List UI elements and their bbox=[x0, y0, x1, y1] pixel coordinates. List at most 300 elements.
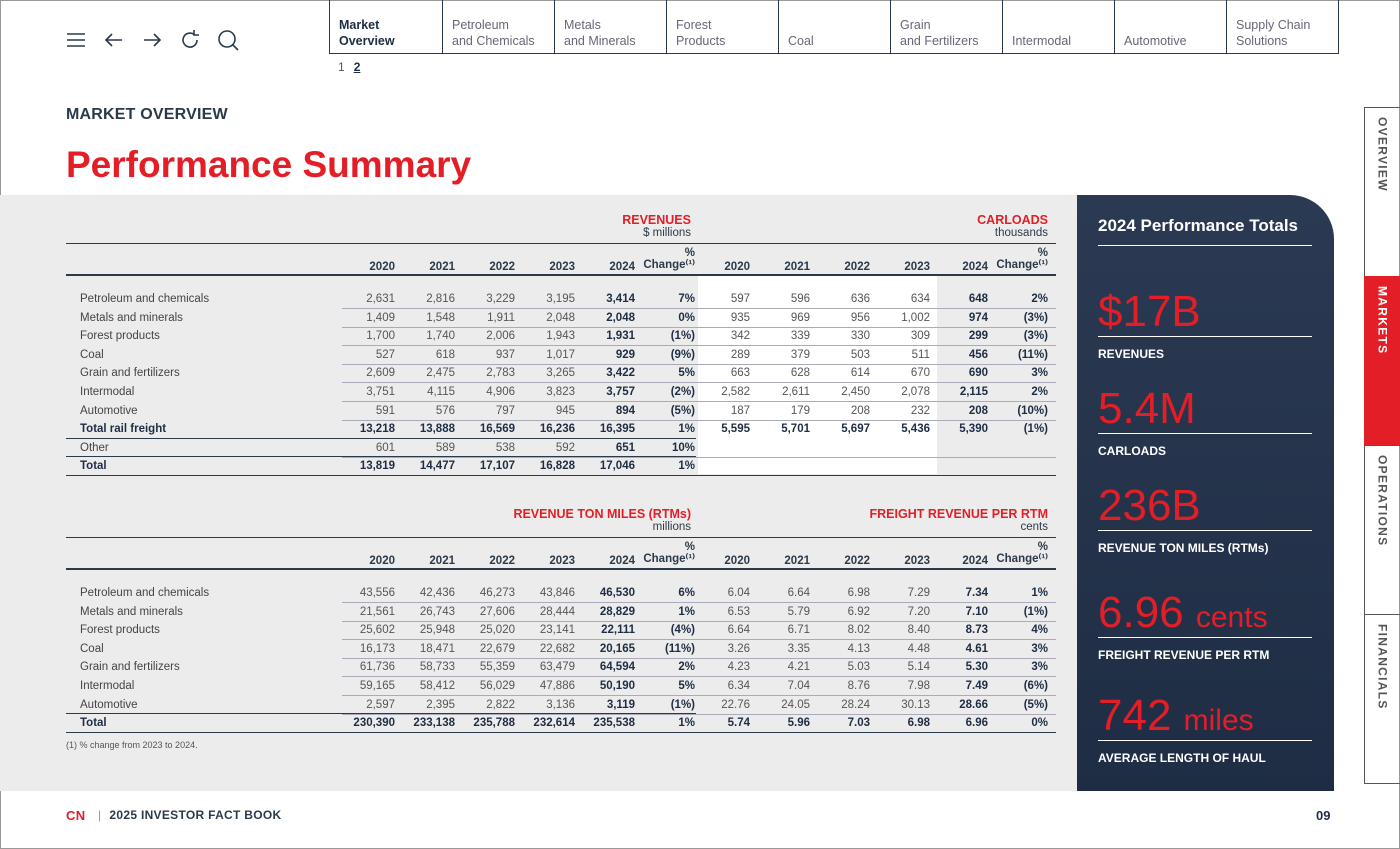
table-cell: 179 bbox=[790, 404, 810, 417]
table-cell: 25,020 bbox=[479, 624, 515, 637]
side-tab-financials[interactable] bbox=[1364, 614, 1400, 784]
table-cell: 5,697 bbox=[841, 423, 870, 436]
group-unit: cents bbox=[1020, 521, 1048, 533]
header-rule-thick bbox=[66, 274, 1056, 276]
table-cell: 456 bbox=[968, 348, 988, 361]
table-cell: 5,595 bbox=[721, 423, 750, 436]
table-cell: 46,530 bbox=[599, 587, 635, 599]
row-label: Total rail freight bbox=[80, 423, 167, 436]
table-row bbox=[66, 309, 1056, 328]
stat-unit: cents bbox=[1195, 601, 1268, 634]
table-cell: 0% bbox=[1031, 717, 1048, 730]
table-cell: 5.96 bbox=[787, 717, 810, 730]
stat-value: 5.4M bbox=[1098, 384, 1196, 433]
table-cell: 2,078 bbox=[901, 386, 930, 398]
table-cell: 4.23 bbox=[727, 661, 750, 674]
table-cell: 935 bbox=[730, 311, 750, 324]
table-cell: 232 bbox=[910, 404, 930, 417]
table-cell: 8.73 bbox=[965, 624, 988, 637]
footer-title: 2025 INVESTOR FACT BOOK bbox=[109, 808, 282, 822]
table-cell: 22,679 bbox=[479, 642, 515, 655]
table-cell: 187 bbox=[730, 404, 750, 417]
change-label: Change⁽¹⁾ bbox=[996, 553, 1048, 565]
table-cell: 2,631 bbox=[366, 293, 395, 305]
column-header bbox=[643, 247, 695, 271]
row-label: Other bbox=[80, 441, 109, 454]
table-cell: 1,409 bbox=[366, 311, 395, 324]
table-cell: 2% bbox=[678, 661, 695, 674]
table-row bbox=[66, 603, 1056, 622]
group-unit: thousands bbox=[994, 227, 1048, 239]
table-cell: 7% bbox=[678, 293, 695, 305]
total-top-rule bbox=[66, 713, 696, 714]
table-cell: 232,614 bbox=[533, 717, 575, 730]
tab-coal[interactable]: Coal bbox=[778, 0, 890, 53]
column-header bbox=[643, 541, 695, 565]
table-cell: 16,828 bbox=[539, 460, 575, 473]
group-title: REVENUES bbox=[622, 213, 691, 227]
table-cell: 7.03 bbox=[847, 717, 870, 730]
menu-icon[interactable] bbox=[64, 28, 88, 52]
group-unit: millions bbox=[652, 521, 691, 533]
row-label: Intermodal bbox=[80, 680, 135, 692]
table-row bbox=[66, 696, 1056, 715]
table-cell: 7.10 bbox=[965, 605, 988, 618]
table-cell: 5.03 bbox=[847, 661, 870, 674]
table-cell: (6%) bbox=[1023, 680, 1048, 692]
table-cell: 16,236 bbox=[539, 423, 575, 436]
pct-label: % bbox=[684, 247, 695, 259]
table-cell: 2,048 bbox=[606, 311, 635, 324]
table-cell: 25,948 bbox=[419, 624, 455, 637]
row-label: Intermodal bbox=[80, 386, 135, 398]
stat-carloads bbox=[1098, 384, 1312, 458]
table-cell: 2% bbox=[1031, 386, 1048, 398]
table-cell: (5%) bbox=[670, 404, 695, 417]
refresh-icon[interactable] bbox=[178, 28, 202, 52]
table-cell: (10%) bbox=[1017, 404, 1048, 417]
table-cell: 3,195 bbox=[546, 293, 575, 305]
table-cell: 2,582 bbox=[721, 386, 750, 398]
side-tab-label: OVERVIEW bbox=[1375, 117, 1390, 192]
side-tab-label: FINANCIALS bbox=[1375, 624, 1390, 710]
column-header bbox=[996, 247, 1048, 271]
row-label: Automotive bbox=[80, 698, 138, 711]
table-cell: 25,602 bbox=[359, 624, 395, 637]
pct-label: % bbox=[1037, 541, 1048, 553]
table-cell: 6.64 bbox=[787, 587, 810, 599]
row-label: Metals and minerals bbox=[80, 605, 183, 618]
group-title: FREIGHT REVENUE PER RTM bbox=[869, 507, 1048, 521]
table-cell: 5% bbox=[678, 680, 695, 692]
pct-label: % bbox=[1037, 247, 1048, 259]
table-cell: 937 bbox=[495, 348, 515, 361]
table-cell: 4.21 bbox=[787, 661, 810, 674]
tab-metals-minerals[interactable]: Metals and Minerals bbox=[554, 0, 666, 53]
column-header: 2021 bbox=[784, 555, 810, 567]
table-cell: 330 bbox=[850, 330, 870, 343]
table-cell: 50,190 bbox=[599, 680, 635, 692]
table-cell: 2,115 bbox=[959, 386, 988, 398]
table-cell: 511 bbox=[911, 348, 930, 361]
row-label: Total bbox=[80, 460, 107, 473]
stat-label: REVENUES bbox=[1098, 347, 1165, 361]
table-cell: 4% bbox=[1031, 624, 1048, 637]
table-cell: 16,395 bbox=[599, 423, 635, 436]
stat-label: REVENUE TON MILES (RTMs) bbox=[1098, 541, 1269, 555]
table-cell: 5,390 bbox=[959, 423, 988, 436]
tab-automotive[interactable]: Automotive bbox=[1114, 0, 1226, 53]
table-cell: 974 bbox=[968, 311, 988, 324]
table-cell: 47,886 bbox=[539, 680, 575, 692]
table-cell: 6.96 bbox=[965, 717, 988, 730]
table-cell: 1% bbox=[678, 460, 695, 473]
table-cell: 1,943 bbox=[546, 330, 575, 343]
table-cell: 28,444 bbox=[539, 605, 575, 618]
table-cell: 1,017 bbox=[546, 348, 575, 361]
column-header: 2022 bbox=[844, 555, 870, 567]
table-cell: 21,561 bbox=[359, 605, 395, 618]
table-cell: 5.74 bbox=[727, 717, 750, 730]
table-cell: 589 bbox=[435, 441, 455, 454]
table-cell: 3,751 bbox=[366, 386, 395, 398]
table-cell: (3%) bbox=[1023, 311, 1048, 324]
stat-label: AVERAGE LENGTH OF HAUL bbox=[1098, 751, 1266, 765]
table-row bbox=[66, 457, 1056, 476]
table-cell: 55,359 bbox=[479, 661, 515, 674]
column-header: 2023 bbox=[549, 261, 575, 273]
table-cell: 618 bbox=[435, 348, 455, 361]
column-header: 2021 bbox=[429, 261, 455, 273]
table-cell: 6.04 bbox=[727, 587, 750, 599]
table-cell: 14,477 bbox=[419, 460, 455, 473]
table-cell: 1% bbox=[678, 717, 695, 730]
table-cell: 208 bbox=[968, 404, 988, 417]
group-title: REVENUE TON MILES (RTMs) bbox=[513, 507, 691, 521]
panel-title: 2024 Performance Totals bbox=[1098, 216, 1312, 246]
row-label: Grain and fertilizers bbox=[80, 367, 180, 380]
group-right-header bbox=[977, 214, 1048, 240]
table-cell: (1%) bbox=[1023, 423, 1048, 436]
table-cell: 4,115 bbox=[427, 386, 455, 398]
page-link-1[interactable]: 1 bbox=[338, 60, 345, 74]
table-cell: 6.98 bbox=[907, 717, 930, 730]
table-cell: 929 bbox=[615, 348, 635, 361]
row-rule bbox=[66, 732, 1056, 733]
footer-separator: | bbox=[98, 808, 102, 822]
table-cell: 0% bbox=[678, 311, 695, 324]
table-cell: 63,479 bbox=[539, 661, 575, 674]
table-cell: 2,597 bbox=[366, 698, 395, 711]
table-row bbox=[66, 420, 1056, 439]
header-rule-thick bbox=[66, 568, 1056, 570]
table-cell: (2%) bbox=[670, 386, 695, 398]
table-cell: 670 bbox=[910, 367, 930, 380]
table-cell: 1% bbox=[678, 605, 695, 618]
table-cell: 235,788 bbox=[473, 717, 515, 730]
change-label: Change⁽¹⁾ bbox=[643, 553, 695, 565]
column-header: 2020 bbox=[369, 261, 395, 273]
table-cell: 628 bbox=[790, 367, 810, 380]
page-pager bbox=[338, 60, 360, 74]
table-cell: 596 bbox=[790, 293, 810, 305]
tab-intermodal[interactable]: Intermodal bbox=[1002, 0, 1114, 53]
toolbar bbox=[64, 28, 240, 52]
column-header: 2020 bbox=[724, 555, 750, 567]
table-cell: 42,436 bbox=[419, 587, 455, 599]
row-label: Coal bbox=[80, 642, 104, 655]
table-cell: 3,229 bbox=[486, 293, 515, 305]
total-top-rule bbox=[66, 456, 696, 457]
tab-forest-products[interactable]: Forest Products bbox=[666, 0, 778, 53]
page-link-2[interactable]: 2 bbox=[353, 60, 361, 74]
stat-revenues bbox=[1098, 287, 1312, 361]
side-tab-operations[interactable] bbox=[1364, 445, 1400, 615]
table-cell: 24.05 bbox=[781, 698, 810, 711]
table-cell: 2,816 bbox=[426, 293, 455, 305]
table-cell: 956 bbox=[850, 311, 870, 324]
table-cell: 4.61 bbox=[965, 642, 988, 655]
table-cell: 663 bbox=[730, 367, 750, 380]
stat-unit: miles bbox=[1183, 704, 1254, 737]
side-section-tabs bbox=[1364, 107, 1400, 783]
cn-logo bbox=[66, 809, 90, 821]
table-cell: 3% bbox=[1031, 367, 1048, 380]
search-icon[interactable] bbox=[216, 28, 240, 52]
table-cell: 3.26 bbox=[727, 642, 750, 655]
table-cell: 6.34 bbox=[727, 680, 750, 692]
stat-value: 742 bbox=[1098, 691, 1172, 740]
table-cell: 1% bbox=[678, 423, 695, 436]
table-cell: 7.98 bbox=[907, 680, 930, 692]
column-header: 2024 bbox=[962, 555, 988, 567]
table-cell: 2,783 bbox=[486, 367, 515, 380]
group-unit: $ millions bbox=[643, 227, 691, 239]
table-cell: 1,931 bbox=[606, 330, 635, 343]
column-header: 2022 bbox=[844, 261, 870, 273]
table-cell: (3%) bbox=[1023, 330, 1048, 343]
table-row bbox=[66, 439, 1056, 458]
back-arrow-icon[interactable] bbox=[102, 28, 126, 52]
table-cell: 3,136 bbox=[546, 698, 575, 711]
table-cell: 648 bbox=[968, 293, 988, 305]
tab-supply-chain-solutions[interactable]: Supply Chain Solutions bbox=[1226, 0, 1338, 53]
table-cell: 538 bbox=[495, 441, 515, 454]
table-row bbox=[66, 584, 1056, 603]
table-cell: 309 bbox=[910, 330, 930, 343]
page-number: 09 bbox=[1316, 808, 1331, 823]
column-header: 2024 bbox=[609, 555, 635, 567]
group-left-header bbox=[622, 214, 691, 240]
stat-rtms bbox=[1098, 481, 1312, 555]
table-cell: 6.71 bbox=[787, 624, 810, 637]
table-cell: (11%) bbox=[1017, 348, 1048, 361]
table-cell: 6% bbox=[678, 587, 695, 599]
table-cell: 601 bbox=[375, 441, 395, 454]
table-cell: 7.29 bbox=[907, 587, 930, 599]
table-cell: 5,436 bbox=[901, 423, 930, 436]
table-cell: 945 bbox=[555, 404, 575, 417]
stat-average-length-of-haul bbox=[1098, 691, 1312, 765]
row-label: Metals and minerals bbox=[80, 311, 183, 324]
market-tabs bbox=[329, 0, 1339, 54]
table-header bbox=[66, 195, 1056, 275]
table-cell: 2,395 bbox=[426, 698, 455, 711]
table-row bbox=[66, 714, 1056, 733]
table-cell: 64,594 bbox=[599, 661, 635, 674]
group-right-header bbox=[870, 508, 1049, 534]
table-cell: 2,609 bbox=[366, 367, 395, 380]
table-cell: 2,822 bbox=[486, 698, 515, 711]
column-header: 2023 bbox=[549, 555, 575, 567]
row-label: Petroleum and chemicals bbox=[80, 587, 210, 599]
table-cell: 5,701 bbox=[781, 423, 810, 436]
side-tab-overview[interactable] bbox=[1364, 107, 1400, 277]
table-cell: 1,700 bbox=[366, 330, 395, 343]
table-cell: 43,846 bbox=[539, 587, 575, 599]
forward-arrow-icon[interactable] bbox=[140, 28, 164, 52]
table-cell: 58,412 bbox=[419, 680, 455, 692]
stat-label: FREIGHT REVENUE PER RTM bbox=[1098, 648, 1270, 662]
table-cell: 527 bbox=[375, 348, 395, 361]
table-cell: 16,173 bbox=[359, 642, 395, 655]
table-cell: (1%) bbox=[670, 698, 695, 711]
table-cell: 22.76 bbox=[721, 698, 750, 711]
table-cell: 61,736 bbox=[359, 661, 395, 674]
table-cell: 591 bbox=[375, 404, 395, 417]
table-cell: 22,682 bbox=[539, 642, 575, 655]
performance-totals-panel bbox=[1077, 195, 1334, 791]
table-row bbox=[66, 383, 1056, 402]
table-cell: 289 bbox=[730, 348, 750, 361]
table-cell: 23,141 bbox=[539, 624, 575, 637]
row-label: Automotive bbox=[80, 404, 138, 417]
table-row bbox=[66, 290, 1056, 309]
column-header: 2020 bbox=[724, 261, 750, 273]
table-row bbox=[66, 402, 1056, 421]
table-row bbox=[66, 640, 1056, 659]
table-cell: 58,733 bbox=[419, 661, 455, 674]
group-left-header bbox=[513, 508, 691, 534]
column-header: 2022 bbox=[489, 555, 515, 567]
table-cell: 6.64 bbox=[727, 624, 750, 637]
table-cell: 3,422 bbox=[606, 367, 635, 380]
column-header: 2022 bbox=[489, 261, 515, 273]
table-cell: 10% bbox=[671, 441, 695, 454]
table-cell: 634 bbox=[910, 293, 930, 305]
side-tab-markets[interactable] bbox=[1364, 276, 1400, 446]
table-cell: (1%) bbox=[670, 330, 695, 343]
table-cell: 3,119 bbox=[606, 698, 635, 711]
table-cell: 6.53 bbox=[727, 605, 750, 618]
footer bbox=[66, 808, 281, 822]
table-cell: 576 bbox=[435, 404, 455, 417]
rtm-table bbox=[66, 489, 1056, 730]
table-cell: 969 bbox=[790, 311, 810, 324]
table-cell: (1%) bbox=[1023, 605, 1048, 618]
table-cell: 28,829 bbox=[599, 605, 635, 618]
table-cell: 379 bbox=[790, 348, 810, 361]
table-cell: 7.49 bbox=[965, 680, 988, 692]
row-label: Forest products bbox=[80, 330, 160, 343]
table-cell: 13,218 bbox=[359, 423, 395, 436]
group-title: CARLOADS bbox=[977, 213, 1048, 227]
table-cell: 7.34 bbox=[965, 587, 988, 599]
table-cell: 3,265 bbox=[546, 367, 575, 380]
table-cell: 7.04 bbox=[787, 680, 810, 692]
revenues-carloads-table bbox=[66, 195, 1056, 473]
table-cell: 2,006 bbox=[486, 330, 515, 343]
table-cell: 636 bbox=[850, 293, 870, 305]
table-cell: 1,740 bbox=[426, 330, 455, 343]
table-cell: 339 bbox=[790, 330, 810, 343]
section-eyebrow: MARKET OVERVIEW bbox=[66, 106, 228, 123]
row-label: Total bbox=[80, 717, 107, 730]
column-header: 2021 bbox=[784, 261, 810, 273]
table-cell: (4%) bbox=[670, 624, 695, 637]
row-label: Petroleum and chemicals bbox=[80, 293, 210, 305]
column-header: 2021 bbox=[429, 555, 455, 567]
header-rule bbox=[66, 243, 1056, 244]
table-cell: 3,757 bbox=[606, 386, 635, 398]
table-cell: 6.92 bbox=[847, 605, 870, 618]
side-tab-label: MARKETS bbox=[1375, 286, 1390, 355]
table-cell: 28.24 bbox=[841, 698, 870, 711]
table-row bbox=[66, 621, 1056, 640]
table-row bbox=[66, 346, 1056, 365]
table-cell: 17,107 bbox=[479, 460, 515, 473]
column-header: 2020 bbox=[369, 555, 395, 567]
column-header: 2023 bbox=[904, 555, 930, 567]
tab-market-overview[interactable]: Market Overview bbox=[339, 18, 395, 48]
table-row bbox=[66, 327, 1056, 346]
stat-value: 6.96 bbox=[1098, 588, 1184, 637]
stat-label: CARLOADS bbox=[1098, 444, 1166, 458]
table-cell: 4.48 bbox=[907, 642, 930, 655]
table-cell: 5.30 bbox=[965, 661, 988, 674]
svg-text:CN: CN bbox=[66, 809, 86, 821]
row-label: Grain and fertilizers bbox=[80, 661, 180, 674]
column-header: 2024 bbox=[609, 261, 635, 273]
table-cell: 1,911 bbox=[487, 311, 515, 324]
table-cell: 797 bbox=[495, 404, 515, 417]
tab-petroleum-chemicals[interactable]: Petroleum and Chemicals bbox=[442, 0, 554, 53]
table-cell: 8.02 bbox=[847, 624, 870, 637]
table-cell: (11%) bbox=[664, 642, 695, 655]
table-cell: 2,450 bbox=[841, 386, 870, 398]
side-tab-label: OPERATIONS bbox=[1375, 455, 1390, 547]
column-header bbox=[996, 541, 1048, 565]
table-cell: 1,548 bbox=[426, 311, 455, 324]
table-cell: 1,002 bbox=[901, 311, 930, 324]
table-cell: 894 bbox=[615, 404, 635, 417]
table-cell: 3,414 bbox=[606, 293, 635, 305]
table-cell: 27,606 bbox=[479, 605, 515, 618]
table-cell: 17,046 bbox=[599, 460, 635, 473]
stat-value: $17B bbox=[1098, 287, 1201, 336]
row-rule bbox=[66, 475, 1056, 476]
table-cell: 46,273 bbox=[479, 587, 515, 599]
table-cell: 6.98 bbox=[847, 587, 870, 599]
table-cell: 2,475 bbox=[426, 367, 455, 380]
row-label: Forest products bbox=[80, 624, 160, 637]
table-cell: 43,556 bbox=[359, 587, 395, 599]
table-header bbox=[66, 489, 1056, 569]
table-cell: 56,029 bbox=[479, 680, 515, 692]
tab-grain-fertilizers[interactable]: Grain and Fertilizers bbox=[890, 0, 1002, 53]
table-cell: 235,538 bbox=[593, 717, 635, 730]
change-label: Change⁽¹⁾ bbox=[996, 259, 1048, 271]
